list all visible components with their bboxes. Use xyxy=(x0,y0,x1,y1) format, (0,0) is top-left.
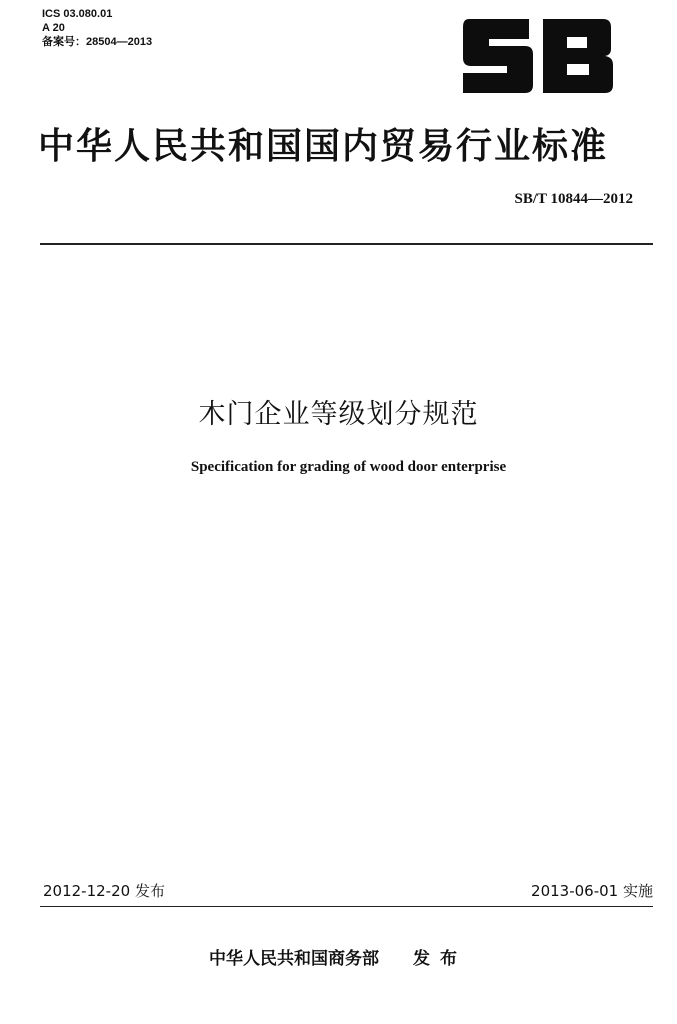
document-title-chinese: 木门企业等级划分规范 xyxy=(198,399,479,430)
sb-logo xyxy=(463,19,613,93)
effective-date: 2013-06-01 实施 xyxy=(531,882,653,900)
publisher-line xyxy=(209,944,467,969)
header-divider xyxy=(40,243,653,245)
standard-number: SB/T 10844—2012 xyxy=(514,191,633,207)
footer-divider xyxy=(40,906,653,907)
publisher-name: 中华人民共和国商务部 xyxy=(209,949,379,969)
classification-block xyxy=(42,7,152,49)
publisher-action: 发布 xyxy=(413,949,467,969)
organization-title: 中华人民共和国国内贸易行业标准 xyxy=(38,126,609,167)
ics-code: ICS 03.080.01 xyxy=(42,8,113,20)
issue-date: 2012-12-20 发布 xyxy=(43,882,165,900)
document-title-english: Specification for grading of wood door enterprise xyxy=(190,459,507,475)
class-code: A 20 xyxy=(42,22,65,34)
record-number: 备案号：28504—2013 xyxy=(42,36,153,48)
